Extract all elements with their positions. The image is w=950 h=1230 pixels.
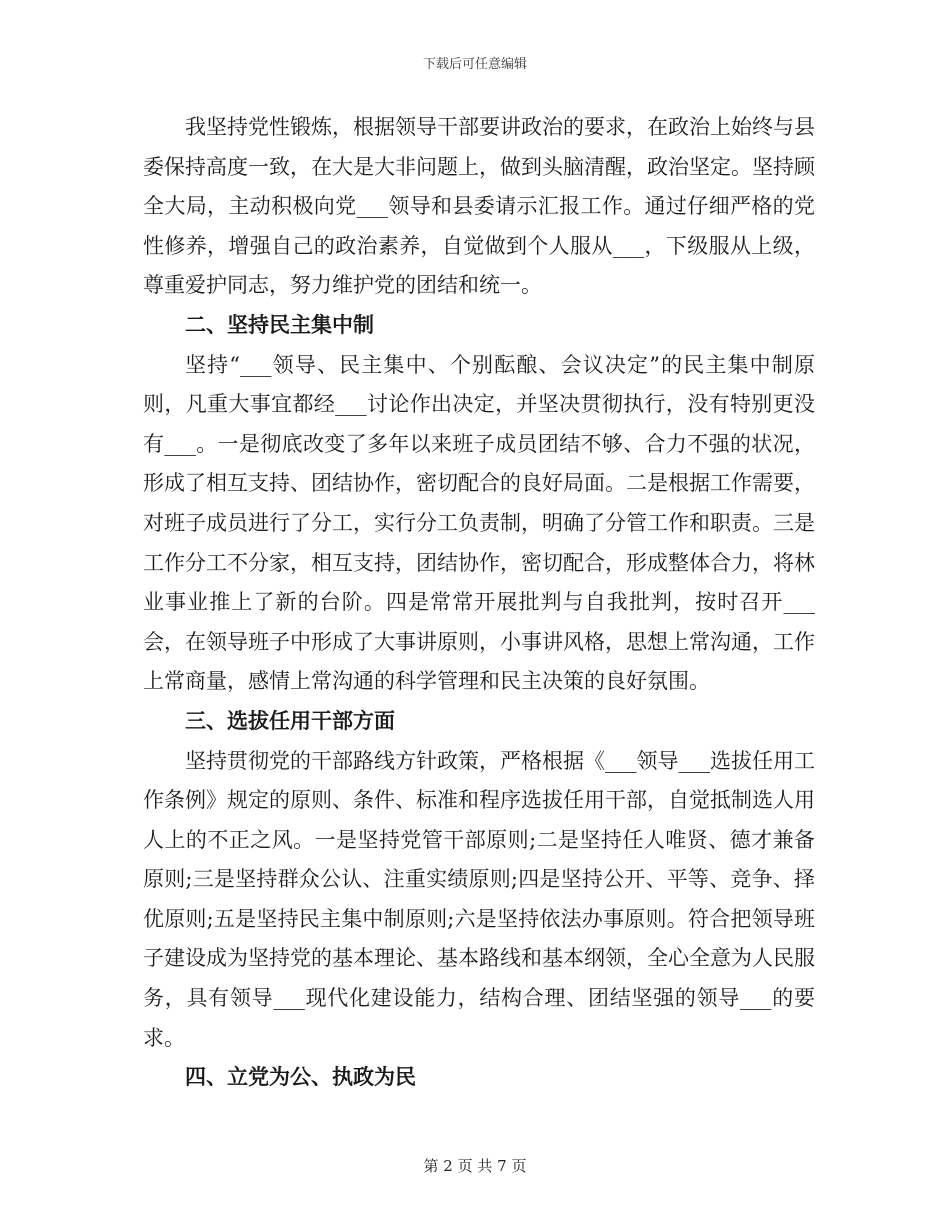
paragraph-3: 坚持贯彻党的干部路线方针政策，严格根据《___领导___选拔任用工作条例》规定的原则、条件、标准和程序选拔任用干部，自觉抵制选人用人上的不正之风。一是坚持党管干部原则;二是坚持任人唯贤、德才兼备原则;三是坚持群众公认、注重实绩原则;四是坚持公开、平等、竞争、择优原则;五是坚持民主集中制原则;六是坚持依法办事原则。符合把领导班子建设成为坚持党的基本理论、基本路线和基本纲领，全心全意为人民服务，具有领导___现代化建设能力，结构合理、团结坚强的领导___的要求。 [143, 748, 815, 1050]
paragraph-2: 坚持“___领导、民主集中、个别酝酿、会议决定”的民主集中制原则，凡重大事宜都经___讨论作出决定，并坚决贯彻执行，没有特别更没有___。一是彻底改变了多年以来班子成员团结不够、合力不强的状况，形成了相互支持、团结协作，密切配合的良好局面。二是根据工作需要，对班子成员进行了分工，实行分工负责制，明确了分管工作和职责。三是工作分工不分家，相互支持，团结协作，密切配合，形成整体合力，将林业事业推上了新的台阶。四是常常开展批判与自我批判，按时召开___会，在领导班子中形成了大事讲原则，小事讲风格，思想上常沟通，工作上常商量，感情上常沟通的科学管理和民主决策的良好氛围。 [143, 352, 815, 694]
section-heading-2: 二、坚持民主集中制 [185, 312, 374, 337]
section-heading-4: 四、立党为公、执政为民 [185, 1065, 416, 1090]
document-body [143, 108, 815, 1098]
page-header: 下载后可任意编辑 [422, 57, 527, 72]
section-heading-3: 三、选拔任用干部方面 [185, 708, 395, 733]
paragraph-1: 我坚持党性锻炼，根据领导干部要讲政治的要求，在政治上始终与县委保持高度一致，在大是大非问题上，做到头脑清醒，政治坚定。坚持顾全大局，主动积极向党___领导和县委请示汇报工作。通过仔细严格的党性修养，增强自己的政治素养，自觉做到个人服从___，下级服从上级，尊重爱护同志，努力维护党的团结和统一。 [143, 115, 815, 298]
page-number: 第 2 页 共 7 页 [423, 1157, 527, 1175]
